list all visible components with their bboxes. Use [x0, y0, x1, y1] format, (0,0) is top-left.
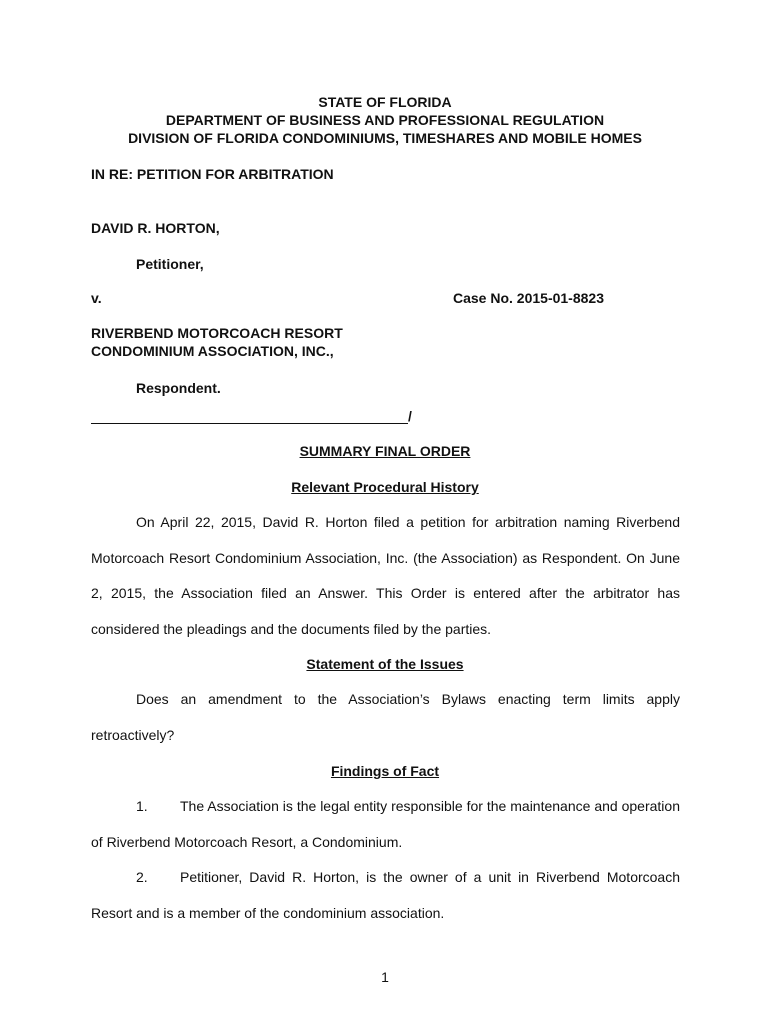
finding-1-text: The Association is the legal entity responsible for the maintenance and operation of Riverbend Motorcoach Resort, a Condominium. — [91, 798, 680, 850]
versus: v. — [91, 290, 102, 306]
caption-rule — [91, 423, 408, 424]
issues-heading: Statement of the Issues — [306, 656, 464, 672]
case-number: Case No. 2015-01-8823 — [453, 290, 604, 306]
respondent-name-line1: RIVERBEND MOTORCOACH RESORT — [91, 325, 343, 341]
caption-slash: / — [408, 408, 412, 424]
finding-2-text: Petitioner, David R. Horton, is the owner of a unit in Riverbend Motorcoach Resort and is a member of the condominium association. — [91, 869, 680, 921]
in-re-line: IN RE: PETITION FOR ARBITRATION — [91, 166, 334, 182]
finding-2 — [91, 860, 680, 931]
findings-heading: Findings of Fact — [330, 763, 440, 779]
petitioner-name: DAVID R. HORTON, — [91, 220, 220, 236]
respondent-name-line2: CONDOMINIUM ASSOCIATION, INC., — [91, 343, 334, 359]
finding-1-number: 1. — [136, 798, 148, 814]
header-state: STATE OF FLORIDA — [318, 94, 452, 110]
header-division: DIVISION OF FLORIDA CONDOMINIUMS, TIMESHARES AND MOBILE HOMES — [128, 130, 642, 146]
petitioner-role: Petitioner, — [136, 256, 204, 272]
procedural-paragraph: On April 22, 2015, David R. Horton filed a petition for arbitration naming Riverbend Motorcoach Resort Condominium Association, Inc. (the Association) as Respondent. On June 2, 2015, the Association filed an Answer. This Order is entered after the arbitrator has considered the pleadings and the documents filed by the parties. — [91, 514, 680, 637]
procedural-heading: Relevant Procedural History — [291, 479, 479, 495]
issues-paragraph: Does an amendment to the Association’s Bylaws enacting term limits apply retroactively? — [91, 691, 680, 743]
respondent-role: Respondent. — [136, 380, 221, 396]
finding-1 — [91, 789, 680, 860]
page-number: 1 — [381, 969, 389, 985]
header-department: DEPARTMENT OF BUSINESS AND PROFESSIONAL REGULATION — [165, 112, 605, 128]
finding-2-number: 2. — [136, 869, 148, 885]
order-title: SUMMARY FINAL ORDER — [299, 443, 471, 459]
